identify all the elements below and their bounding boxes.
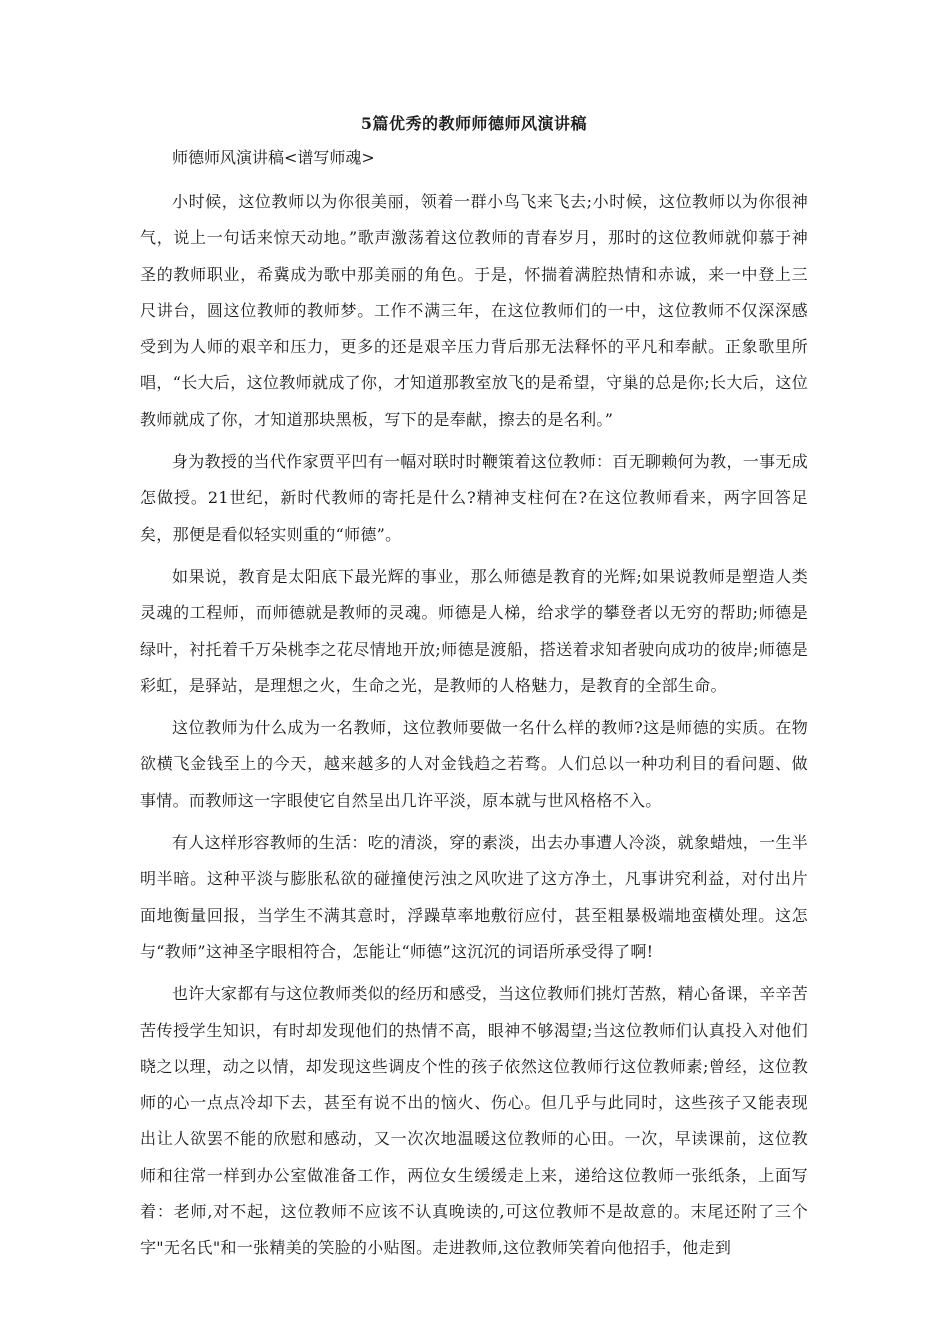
document-page [140, 112, 808, 1273]
paragraph-4: 这位教师为什么成为一名教师，这位教师要做一名什么样的教师?这是师德的实质。在物欲横飞金钱至上的今天，越来越多的人对金钱趋之若骛。人们总以一种功利目的看问题、做事情。而教师这一字眼使它自然呈出几许平淡，原本就与世风格格不入。 [140, 718, 808, 810]
paragraph-2: 身为教授的当代作家贾平凹有一幅对联时时鞭策着这位教师：百无聊赖何为教，一事无成怎做授。21世纪，新时代教师的寄托是什么?精神支柱何在?在这位教师看来，两字回答足矣，那便是看似轻实则重的“师德”。 [140, 452, 808, 544]
document-title: 5篇优秀的教师师德师风演讲稿 [360, 114, 588, 133]
paragraph-1: 小时候，这位教师以为你很美丽，领着一群小鸟飞来飞去;小时候，这位教师以为你很神气，说上一句话来惊天动地。”歌声激荡着这位教师的青春岁月，那时的这位教师就仰慕于神圣的教师职业，希冀成为歌中那美丽的角色。于是，怀揣着满腔热情和赤诚，来一中登上三尺讲台，圆这位教师的教师梦。工作不满三年，在这位教师们的一中，这位教师不仅深深感受到为人师的艰辛和压力，更多的还是艰辛压力背后那无法释怀的平凡和奉献。正象歌里所唱，“长大后，这位教师就成了你，才知道那教室放飞的是希望，守巢的总是你;长大后，这位教师就成了你，才知道那块黑板，写下的是奉献，擦去的是名利。” [140, 192, 808, 429]
speech-subtitle: 师德师风演讲稿<谱写师魂> [172, 148, 375, 167]
paragraph-5: 有人这样形容教师的生活：吃的清淡，穿的素淡，出去办事遭人冷淡，就象蜡烛，一生半明半暗。这种平淡与膨胀私欲的碰撞使污浊之风吹进了这方净土，凡事讲究利益，对付出片面地衡量回报，当学生不满其意时，浮躁草率地敷衍应付，甚至粗暴极端地蛮横处理。这怎与“教师”这神圣字眼相符合，怎能让“师德”这沉沉的词语所承受得了啊! [140, 833, 808, 961]
paragraph-6: 也许大家都有与这位教师类似的经历和感受，当这位教师们挑灯苦熬，精心备课，辛辛苦苦传授学生知识，有时却发现他们的热情不高，眼神不够渴望;当这位教师们认真投入对他们晓之以理，动之以情，却发现这些调皮个性的孩子依然这位教师行这位教师素;曾经，这位教师的心一点点冷却下去，甚至有说不出的恼火、伤心。但几乎与此同时，这些孩子又能表现出让人欲罢不能的欣慰和感动，又一次次地温暖这位教师的心田。一次，早读课前，这位教师和往常一样到办公室做准备工作，两位女生缓缓走上来，递给这位教师一张纸条，上面写着：老师,对不起，这位教师不应该不认真晚读的,可这位教师不是故意的。末尾还附了三个字"无名氏"和一张精美的笑脸的小贴图。走进教师,这位教师笑着向他招手，他走到 [140, 984, 808, 1258]
paragraph-3: 如果说，教育是太阳底下最光辉的事业，那么师德是教育的光辉;如果说教师是塑造人类灵魂的工程师，而师德就是教师的灵魂。师德是人梯，给求学的攀登者以无穷的帮助;师德是绿叶，衬托着千万朵桃李之花尽情地开放;师德是渡船，搭送着求知者驶向成功的彼岸;师德是彩虹，是驿站，是理想之火，生命之光，是教师的人格魅力，是教育的全部生命。 [140, 566, 808, 695]
